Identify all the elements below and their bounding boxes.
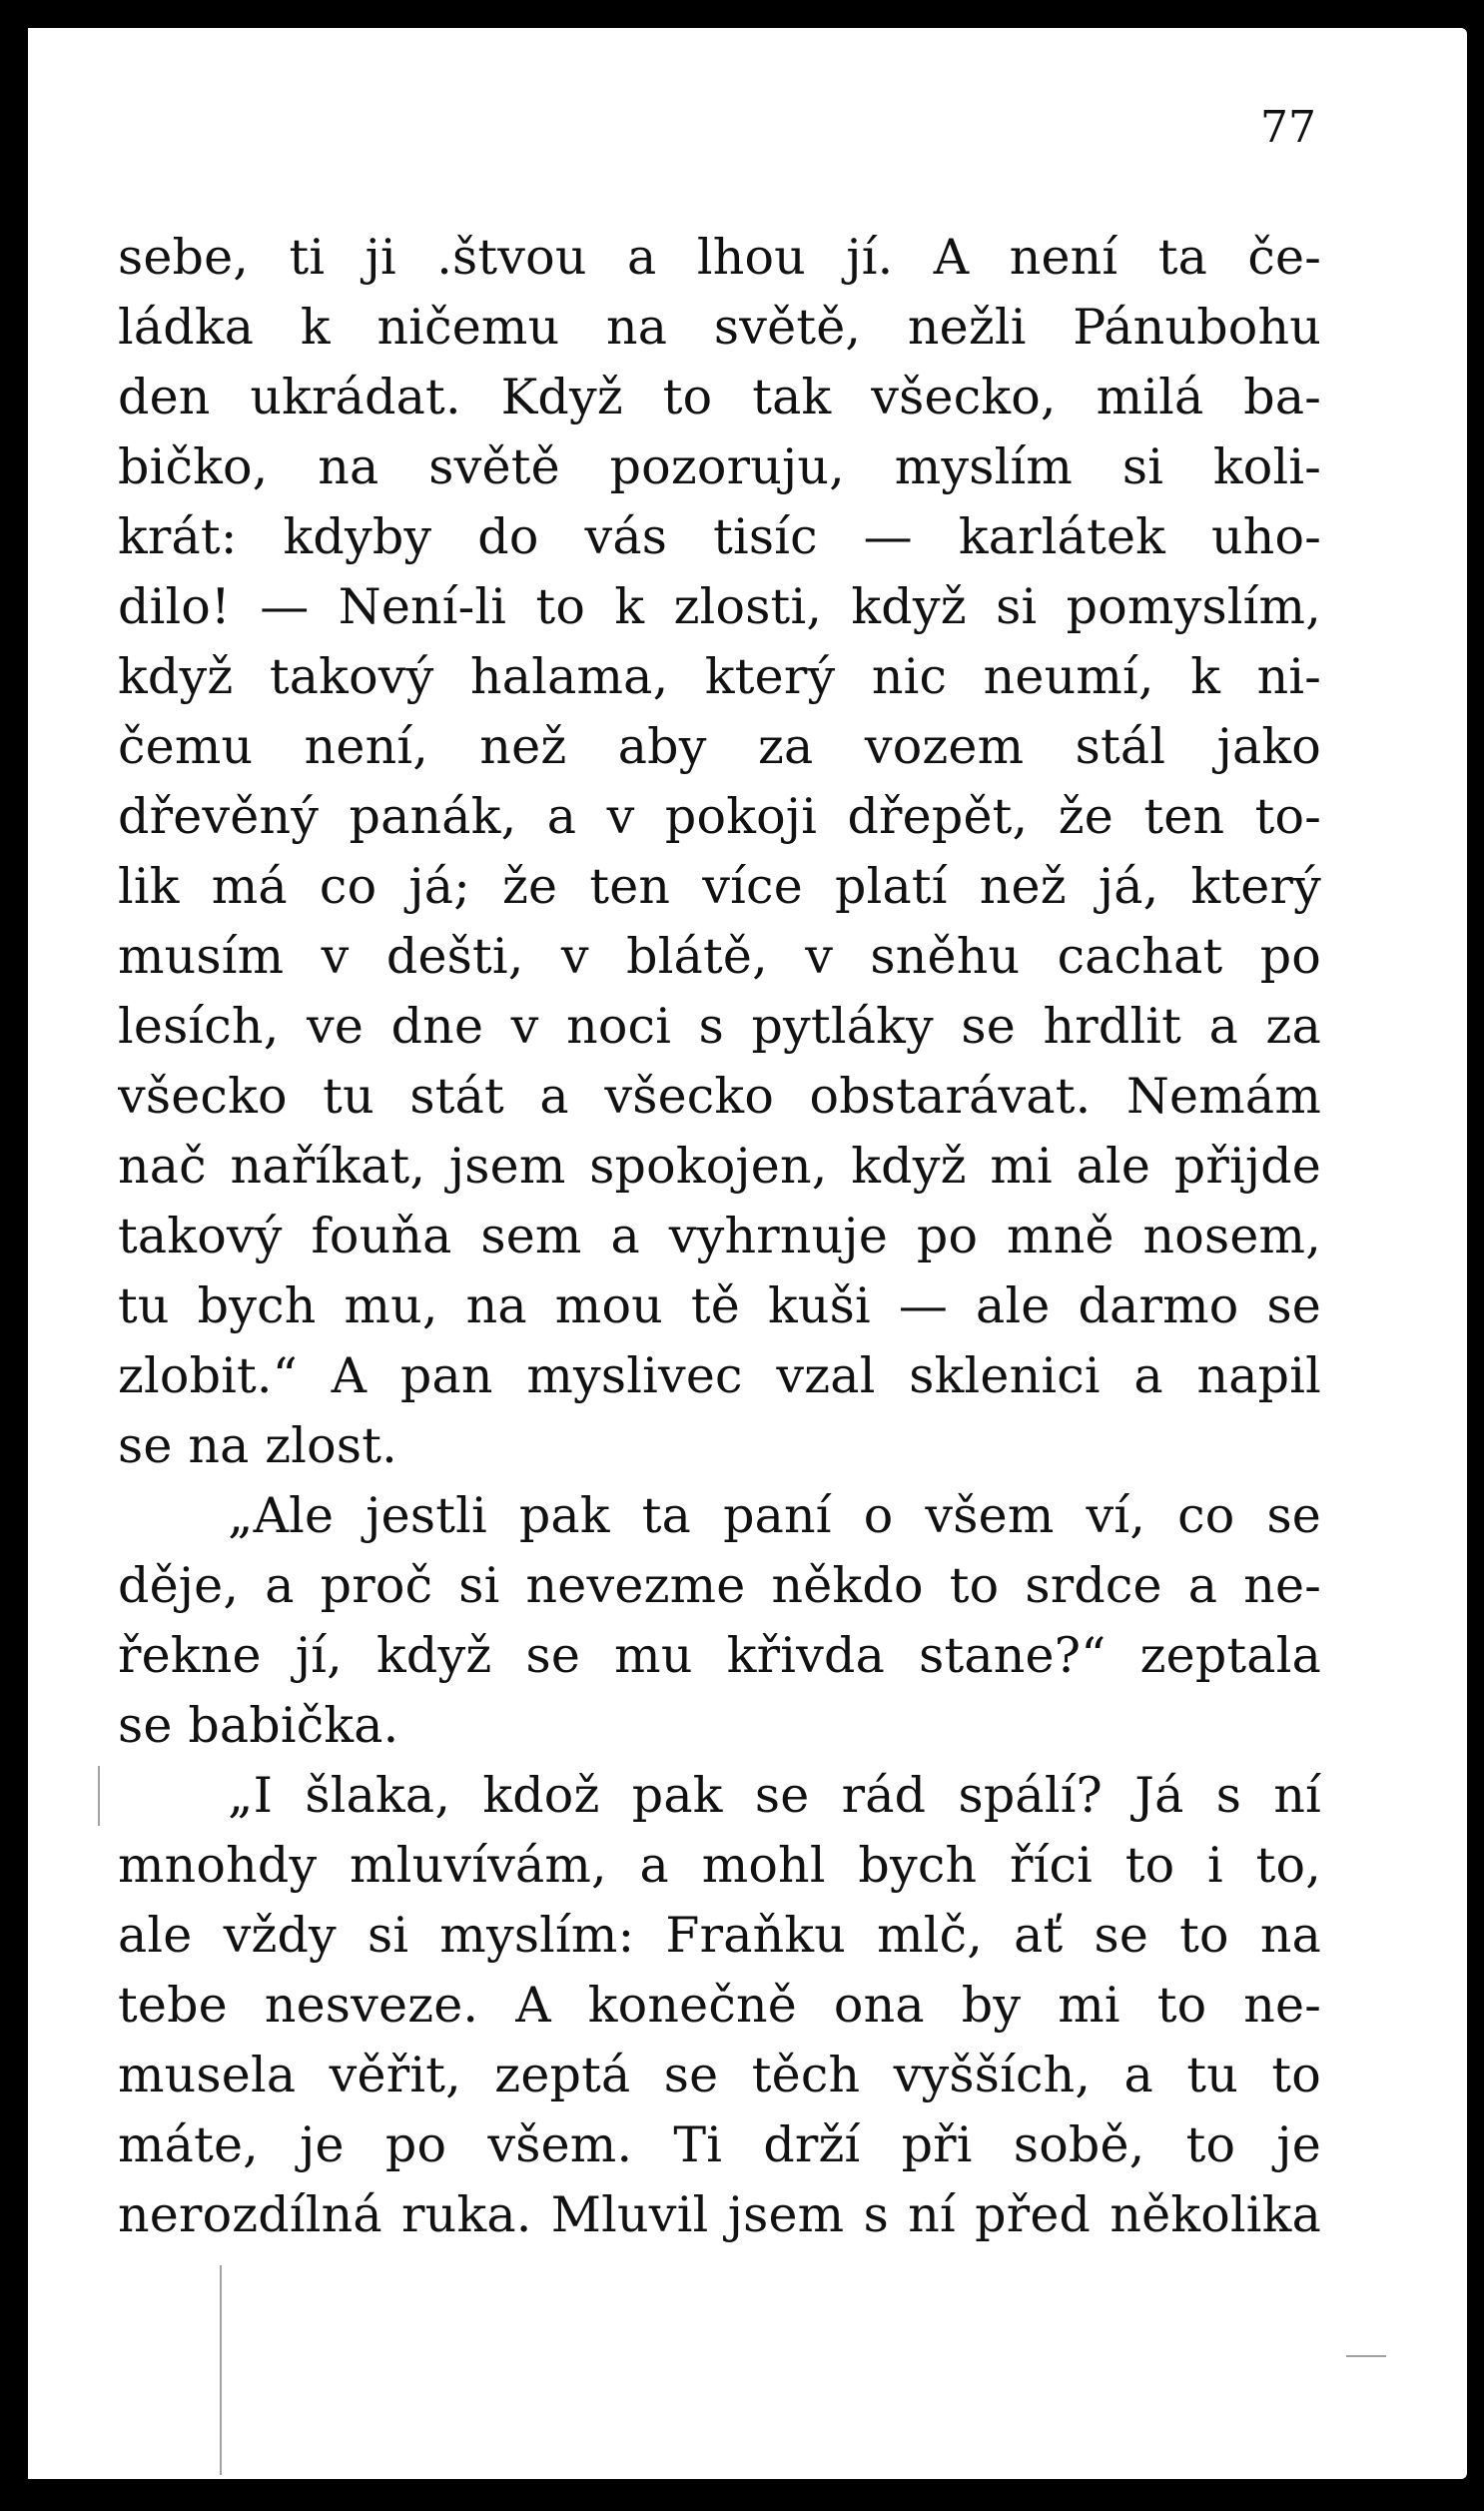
- book-page: [28, 28, 1467, 2479]
- text-line: se na zlost.: [118, 1417, 397, 1474]
- text-line: dilo! — Není-li to k zlosti, když si pomyslím,: [118, 578, 1321, 635]
- text-line: mnohdy mluvívám, a mohl bych říci to i to,: [118, 1837, 1321, 1894]
- text-line: dřevěný panák, a v pokoji dřepět, že ten to-: [118, 788, 1321, 845]
- text-line: zlobit.“ A pan myslivec vzal sklenici a napil: [118, 1347, 1321, 1404]
- text-line: musela věřit, zeptá se těch vyšších, a tu to: [118, 2047, 1321, 2103]
- scan-mark: [220, 2265, 222, 2475]
- page-number: 77: [1260, 102, 1316, 153]
- text-line: všecko tu stát a všecko obstarávat. Nemám: [118, 1068, 1321, 1125]
- text-line: řekne jí, když se mu křivda stane?“ zeptala: [118, 1627, 1321, 1684]
- text-line: tu bych mu, na mou tě kuši — ale darmo se: [118, 1277, 1321, 1334]
- text-line: děje, a proč si nevezme někdo to srdce a ne-: [118, 1557, 1321, 1614]
- text-line: když takový halama, který nic neumí, k ni-: [118, 648, 1321, 705]
- text-line: se babička.: [118, 1697, 399, 1754]
- text-line: máte, je po všem. Ti drží při sobě, to je: [118, 2116, 1321, 2173]
- body-text: [118, 223, 1321, 2250]
- text-line: čemu není, než aby za vozem stál jako: [118, 718, 1321, 775]
- text-line: lik má co já; že ten více platí než já, který: [118, 858, 1321, 915]
- text-line: musím v dešti, v blátě, v sněhu cachat po: [118, 928, 1321, 985]
- text-line: takový fouňa sem a vyhrnuje po mně nosem,: [118, 1208, 1321, 1264]
- text-line: nerozdílná ruka. Mluvil jsem s ní před několika: [118, 2186, 1321, 2243]
- scan-mark: [1346, 2355, 1386, 2357]
- scan-mark: [98, 1766, 100, 1826]
- text-line: nač naříkat, jsem spokojen, když mi ale přijde: [118, 1138, 1321, 1195]
- text-line: ládka k ničemu na světě, nežli Pánubohu: [118, 299, 1321, 356]
- text-line: den ukrádat. Když to tak všecko, milá ba-: [118, 369, 1321, 425]
- text-line: „I šlaka, kdož pak se rád spálí? Já s ní: [228, 1767, 1321, 1824]
- text-line: sebe, ti ji .štvou a lhou jí. A není ta če-: [118, 229, 1321, 286]
- text-line: ale vždy si myslím: Fraňku mlč, ať se to na: [118, 1907, 1321, 1964]
- text-line: „Ale jestli pak ta paní o všem ví, co se: [228, 1487, 1321, 1544]
- text-line: tebe nesveze. A konečně ona by mi to ne-: [118, 1977, 1321, 2034]
- text-line: krát: kdyby do vás tisíc — karlátek uho-: [118, 508, 1321, 565]
- text-line: bičko, na světě pozoruju, myslím si koli-: [118, 438, 1321, 495]
- text-line: lesích, ve dne v noci s pytláky se hrdlit a za: [118, 998, 1321, 1055]
